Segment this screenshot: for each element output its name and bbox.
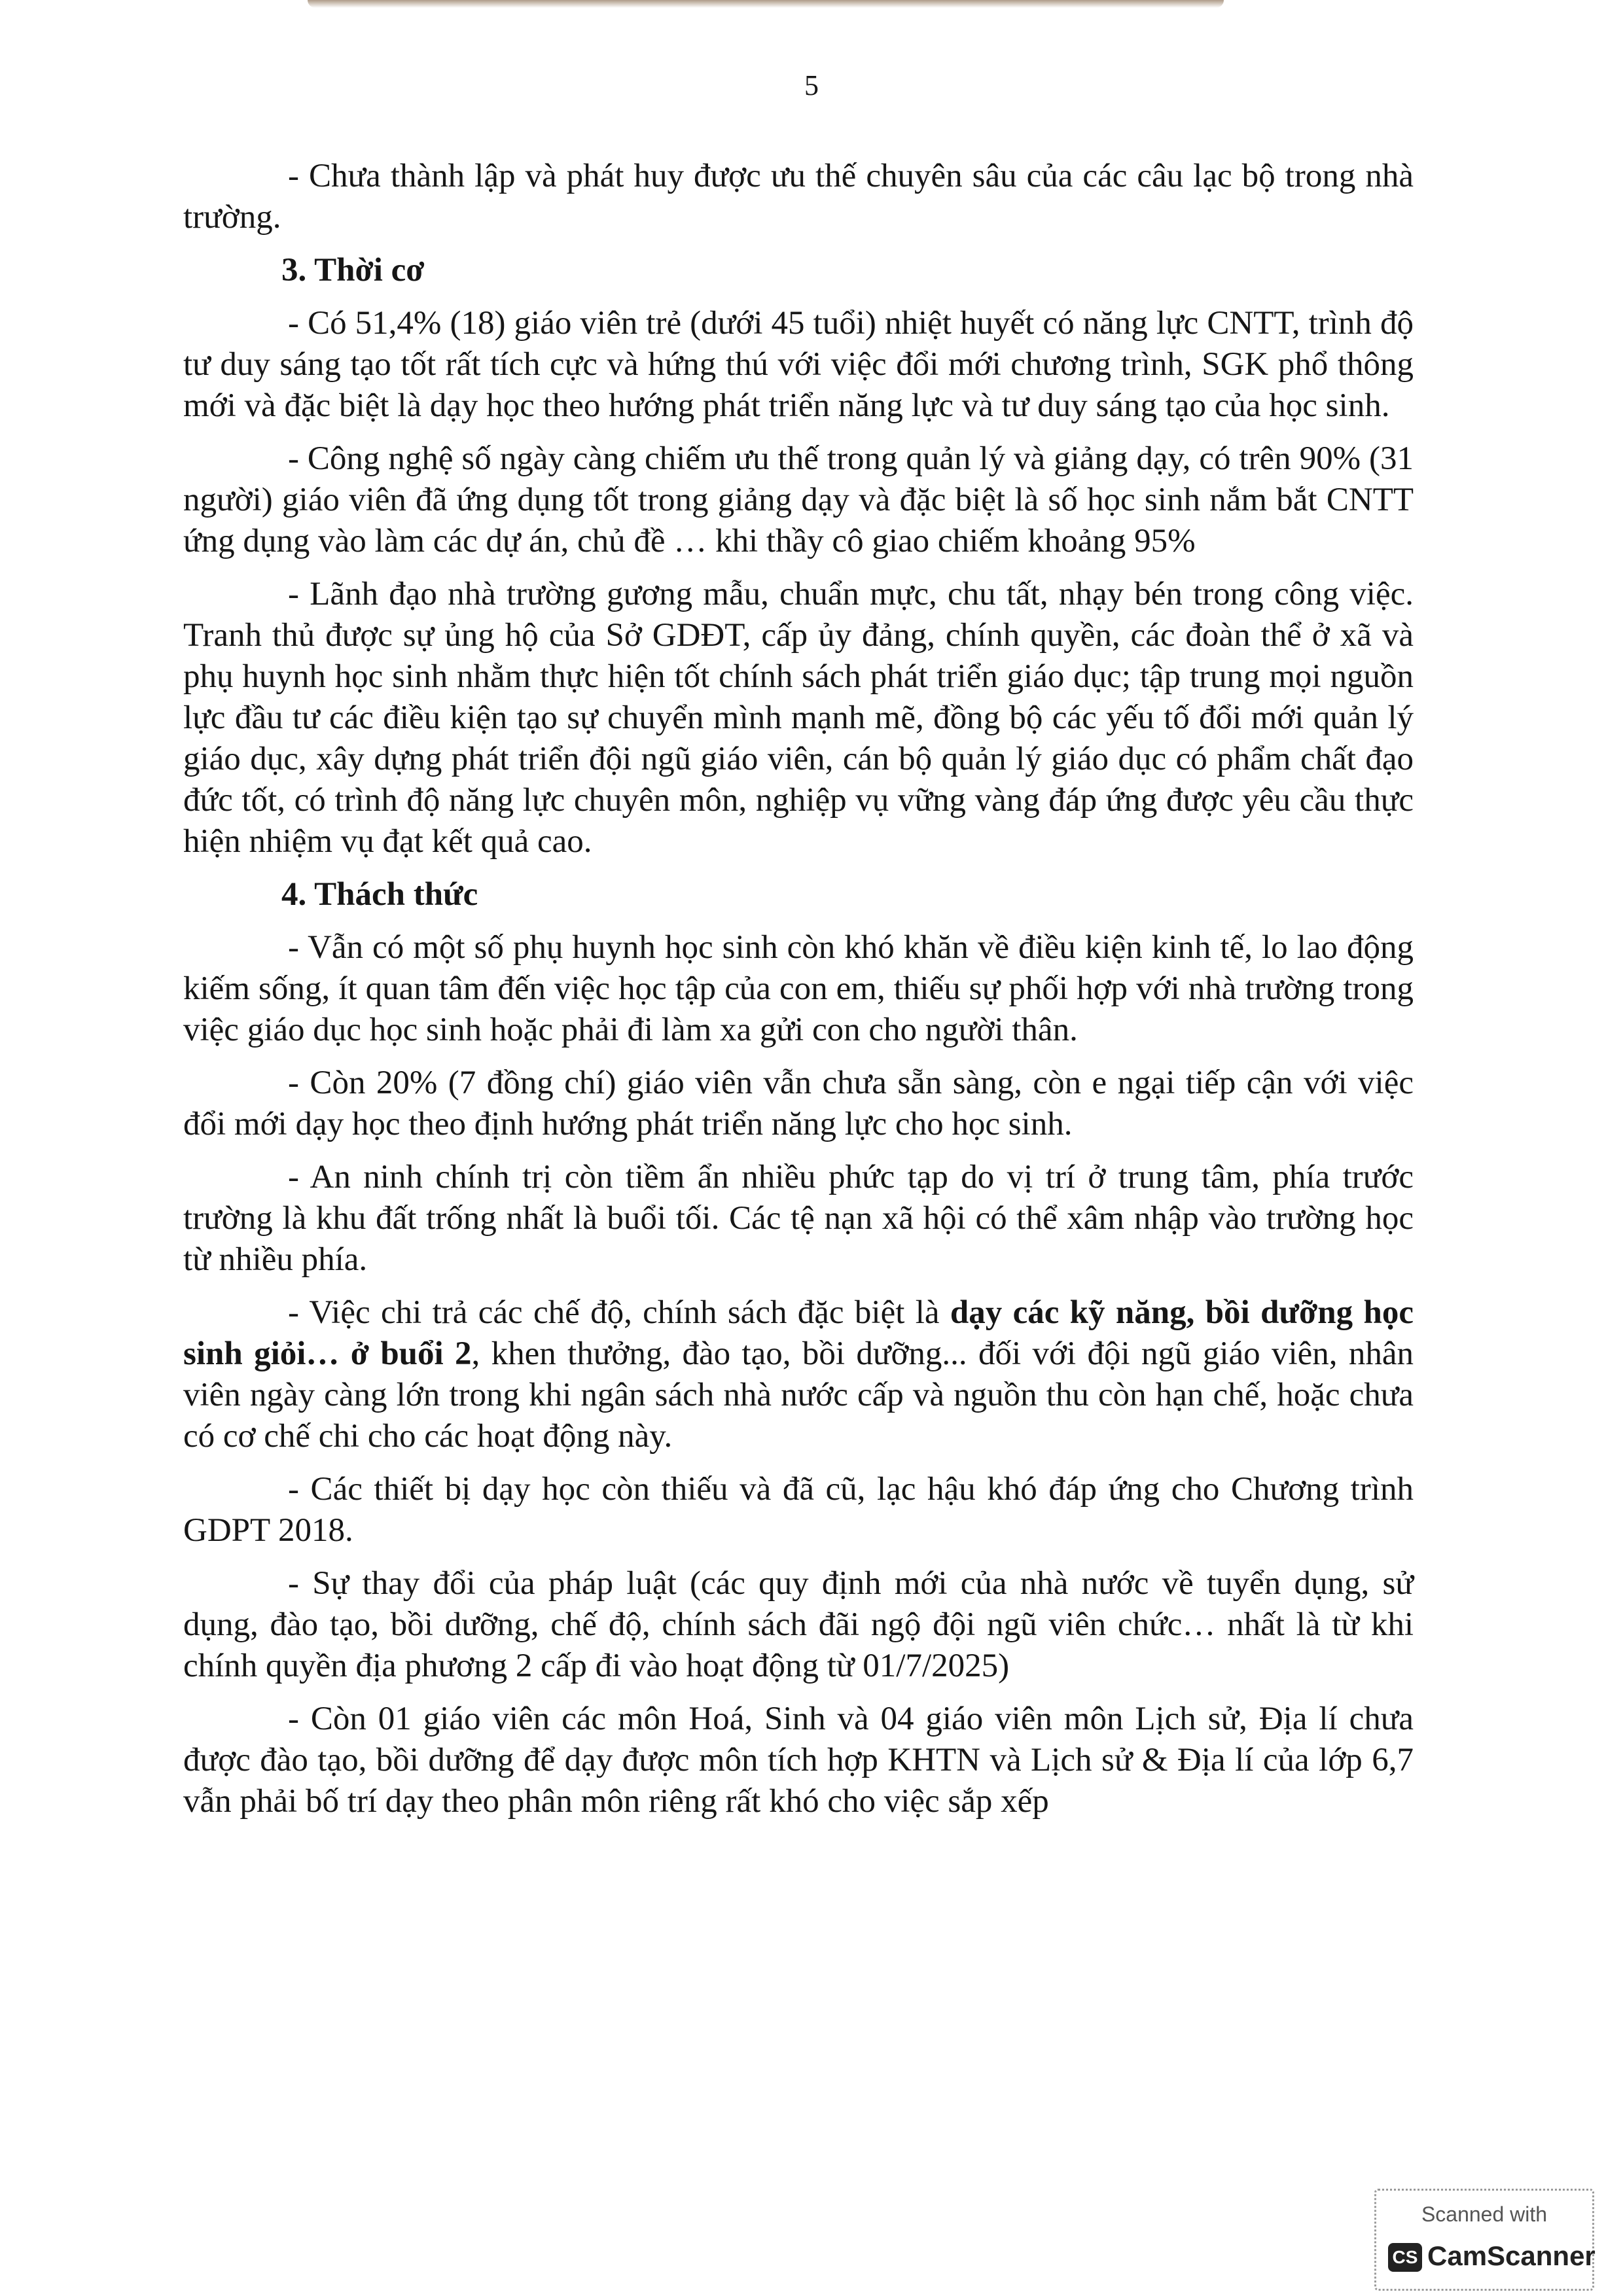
document-body	[183, 156, 1414, 1834]
camscanner-watermark	[1374, 2189, 1594, 2291]
paragraph-young-teachers: - Có 51,4% (18) giáo viên trẻ (dưới 45 tuổi) nhiệt huyết có năng lực CNTT, trình độ tư duy sáng tạo tốt rất tích cực và hứng thú với việc đổi mới chương trình, SGK phổ thông mới và đặc biệt là dạy học theo hướng phát triển năng lực và tư duy sáng tạo của học sinh.	[183, 305, 1414, 424]
paragraph-leadership: - Lãnh đạo nhà trường gương mẫu, chuẩn mực, chu tất, nhạy bén trong công việc. Tranh thủ được sự ủng hộ của Sở GDĐT, cấp ủy đảng, chính quyền, các đoàn thể ở xã và phụ huynh học sinh nhằm thực hiện tốt chính sách phát triển giáo dục; tập trung mọi nguồn lực đầu tư các điều kiện tạo sự chuyển mình mạnh mẽ, đồng bộ các yếu tố đổi mới quản lý giáo dục, xây dựng phát triển đội ngũ giáo viên, cán bộ quản lý giáo dục có phẩm chất đạo đức tốt, có trình độ năng lực chuyên môn, nghiệp vụ vững vàng đáp ứng được yêu cầu thực hiện nhiệm vụ đạt kết quả cao.	[183, 576, 1414, 860]
paragraph-legal-changes: - Sự thay đổi của pháp luật (các quy định mới của nhà nước về tuyển dụng, sử dụng, đào tạo, bồi dưỡng, chế độ, chính sách đãi ngộ đội ngũ viên chức… nhất là từ khi chính quyền địa phương 2 cấp đi vào hoạt động từ 01/7/2025)	[183, 1565, 1414, 1684]
paragraph-reluctant-teachers: - Còn 20% (7 đồng chí) giáo viên vẫn chưa sẵn sàng, còn e ngại tiếp cận với việc đổi mới dạy học theo định hướng phát triển năng lực cho học sinh.	[183, 1065, 1414, 1142]
heading-opportunities: 3. Thời cơ	[281, 252, 425, 289]
camscanner-logo-icon: CS	[1388, 2243, 1422, 2272]
scan-edge-shadow	[308, 0, 1224, 8]
paragraph-parents: - Vẫn có một số phụ huynh học sinh còn khó khăn về điều kiện kinh tế, lo lao động kiếm sống, ít quan tâm đến việc học tập của con em, thiếu sự phối hợp với nhà trường trong việc giáo dục học sinh hoặc phải đi làm xa gửi con cho người thân.	[183, 929, 1414, 1048]
paragraph-equipment: - Các thiết bị dạy học còn thiếu và đã cũ, lạc hậu khó đáp ứng cho Chương trình GDPT 2018.	[183, 1471, 1414, 1549]
paragraph-funding	[183, 1292, 1414, 1457]
paragraph-funding-bold: dạy các kỹ năng, bồi dưỡng học sinh giỏi… ở buổi 2	[183, 1294, 1414, 1372]
page-number: 5	[804, 69, 819, 101]
paragraph-integrated-subjects: - Còn 01 giáo viên các môn Hoá, Sinh và 04 giáo viên môn Lịch sử, Địa lí chưa được đào tạo, bồi dưỡng để dạy được môn tích hợp KHTN và Lịch sử & Địa lí của lớp 6,7 vẫn phải bố trí dạy theo phân môn riêng rất khó cho việc sắp xếp	[183, 1701, 1414, 1820]
paragraph-clubs: - Chưa thành lập và phát huy được ưu thế chuyên sâu của các câu lạc bộ trong nhà trường.	[183, 158, 1414, 236]
paragraph-digital-technology: - Công nghệ số ngày càng chiếm ưu thế trong quản lý và giảng dạy, có trên 90% (31 người) giáo viên đã ứng dụng tốt trong giảng dạy và đặc biệt là số học sinh nắm bắt CNTT ứng dụng vào làm các dự án, chủ đề … khi thầy cô giao chiếm khoảng 95%	[183, 440, 1414, 559]
paragraph-funding-after: , khen thưởng, đào tạo, bồi dưỡng... đối với đội ngũ giáo viên, nhân viên ngày càng lớn trong khi ngân sách nhà nước cấp và nguồn thu còn hạn chế, hoặc chưa có cơ chế chi cho các hoạt động này.	[183, 1335, 1414, 1455]
paragraph-funding-before: - Việc chi trả các chế độ, chính sách đặc biệt là	[288, 1294, 950, 1331]
paragraph-security: - An ninh chính trị còn tiềm ẩn nhiều phức tạp do vị trí ở trung tâm, phía trước trường là khu đất trống nhất là buổi tối. Các tệ nạn xã hội có thể xâm nhập vào trường học từ nhiều phía.	[183, 1159, 1414, 1278]
watermark-brand: CamScanner	[1427, 2240, 1596, 2271]
watermark-caption: Scanned with	[1421, 2202, 1548, 2226]
heading-challenges: 4. Thách thức	[281, 876, 478, 913]
